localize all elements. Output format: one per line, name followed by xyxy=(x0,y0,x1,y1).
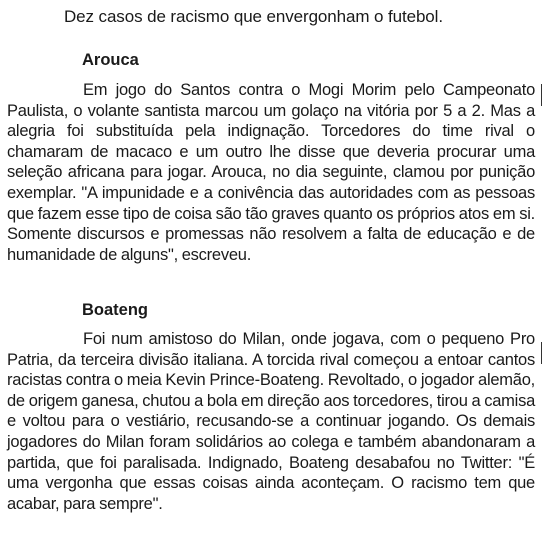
section-heading-boateng: Boateng xyxy=(82,301,148,319)
section-paragraph-arouca: Em jogo do Santos contra o Mogi Morim pelo Campeonato Paulista, o volante santista marcou um golaço na vitória por 5 a 2. Mas a alegria foi substituída pela indignação. Torcedores do time rival o chamaram de macaco e um outro lhe disse que deveria procurar uma seleção africana para jogar. Arouca, no dia seguinte, clamou por punição exemplar. "A impunidade e a conivência das autoridades com as pessoas que fazem esse tipo de coisa são tão graves quanto os próprios atos em si. Somente discursos e promessas não resolvem a falta de educação e de humanidade de alguns", escreveu. xyxy=(7,81,535,264)
document-title: Dez casos de racismo que envergonham o futebol. xyxy=(64,7,443,26)
section-heading-arouca: Arouca xyxy=(82,51,139,69)
margin-scan-line xyxy=(541,342,542,364)
margin-scan-line xyxy=(541,84,542,106)
section-paragraph-boateng: Foi num amistoso do Milan, onde jogava, com o pequeno Pro Patria, da terceira divisão italiana. A torcida rival começou a entoar cantos racistas contra o meia Kevin Prince-Boateng. Revoltado, o jogador alemão, de origem ganesa, chutou a bola em direção aos torcedores, tirou a camisa e voltou para o vestiário, recusando-se a continuar jogando. Os demais jogadores do Milan foram solidários ao colega e também abandonaram a partida, que foi paralisada. Indignado, Boateng desabafou no Twitter: "É uma vergonha que essas coisas ainda aconteçam. O racismo tem que acabar, para sempre". xyxy=(7,330,535,513)
